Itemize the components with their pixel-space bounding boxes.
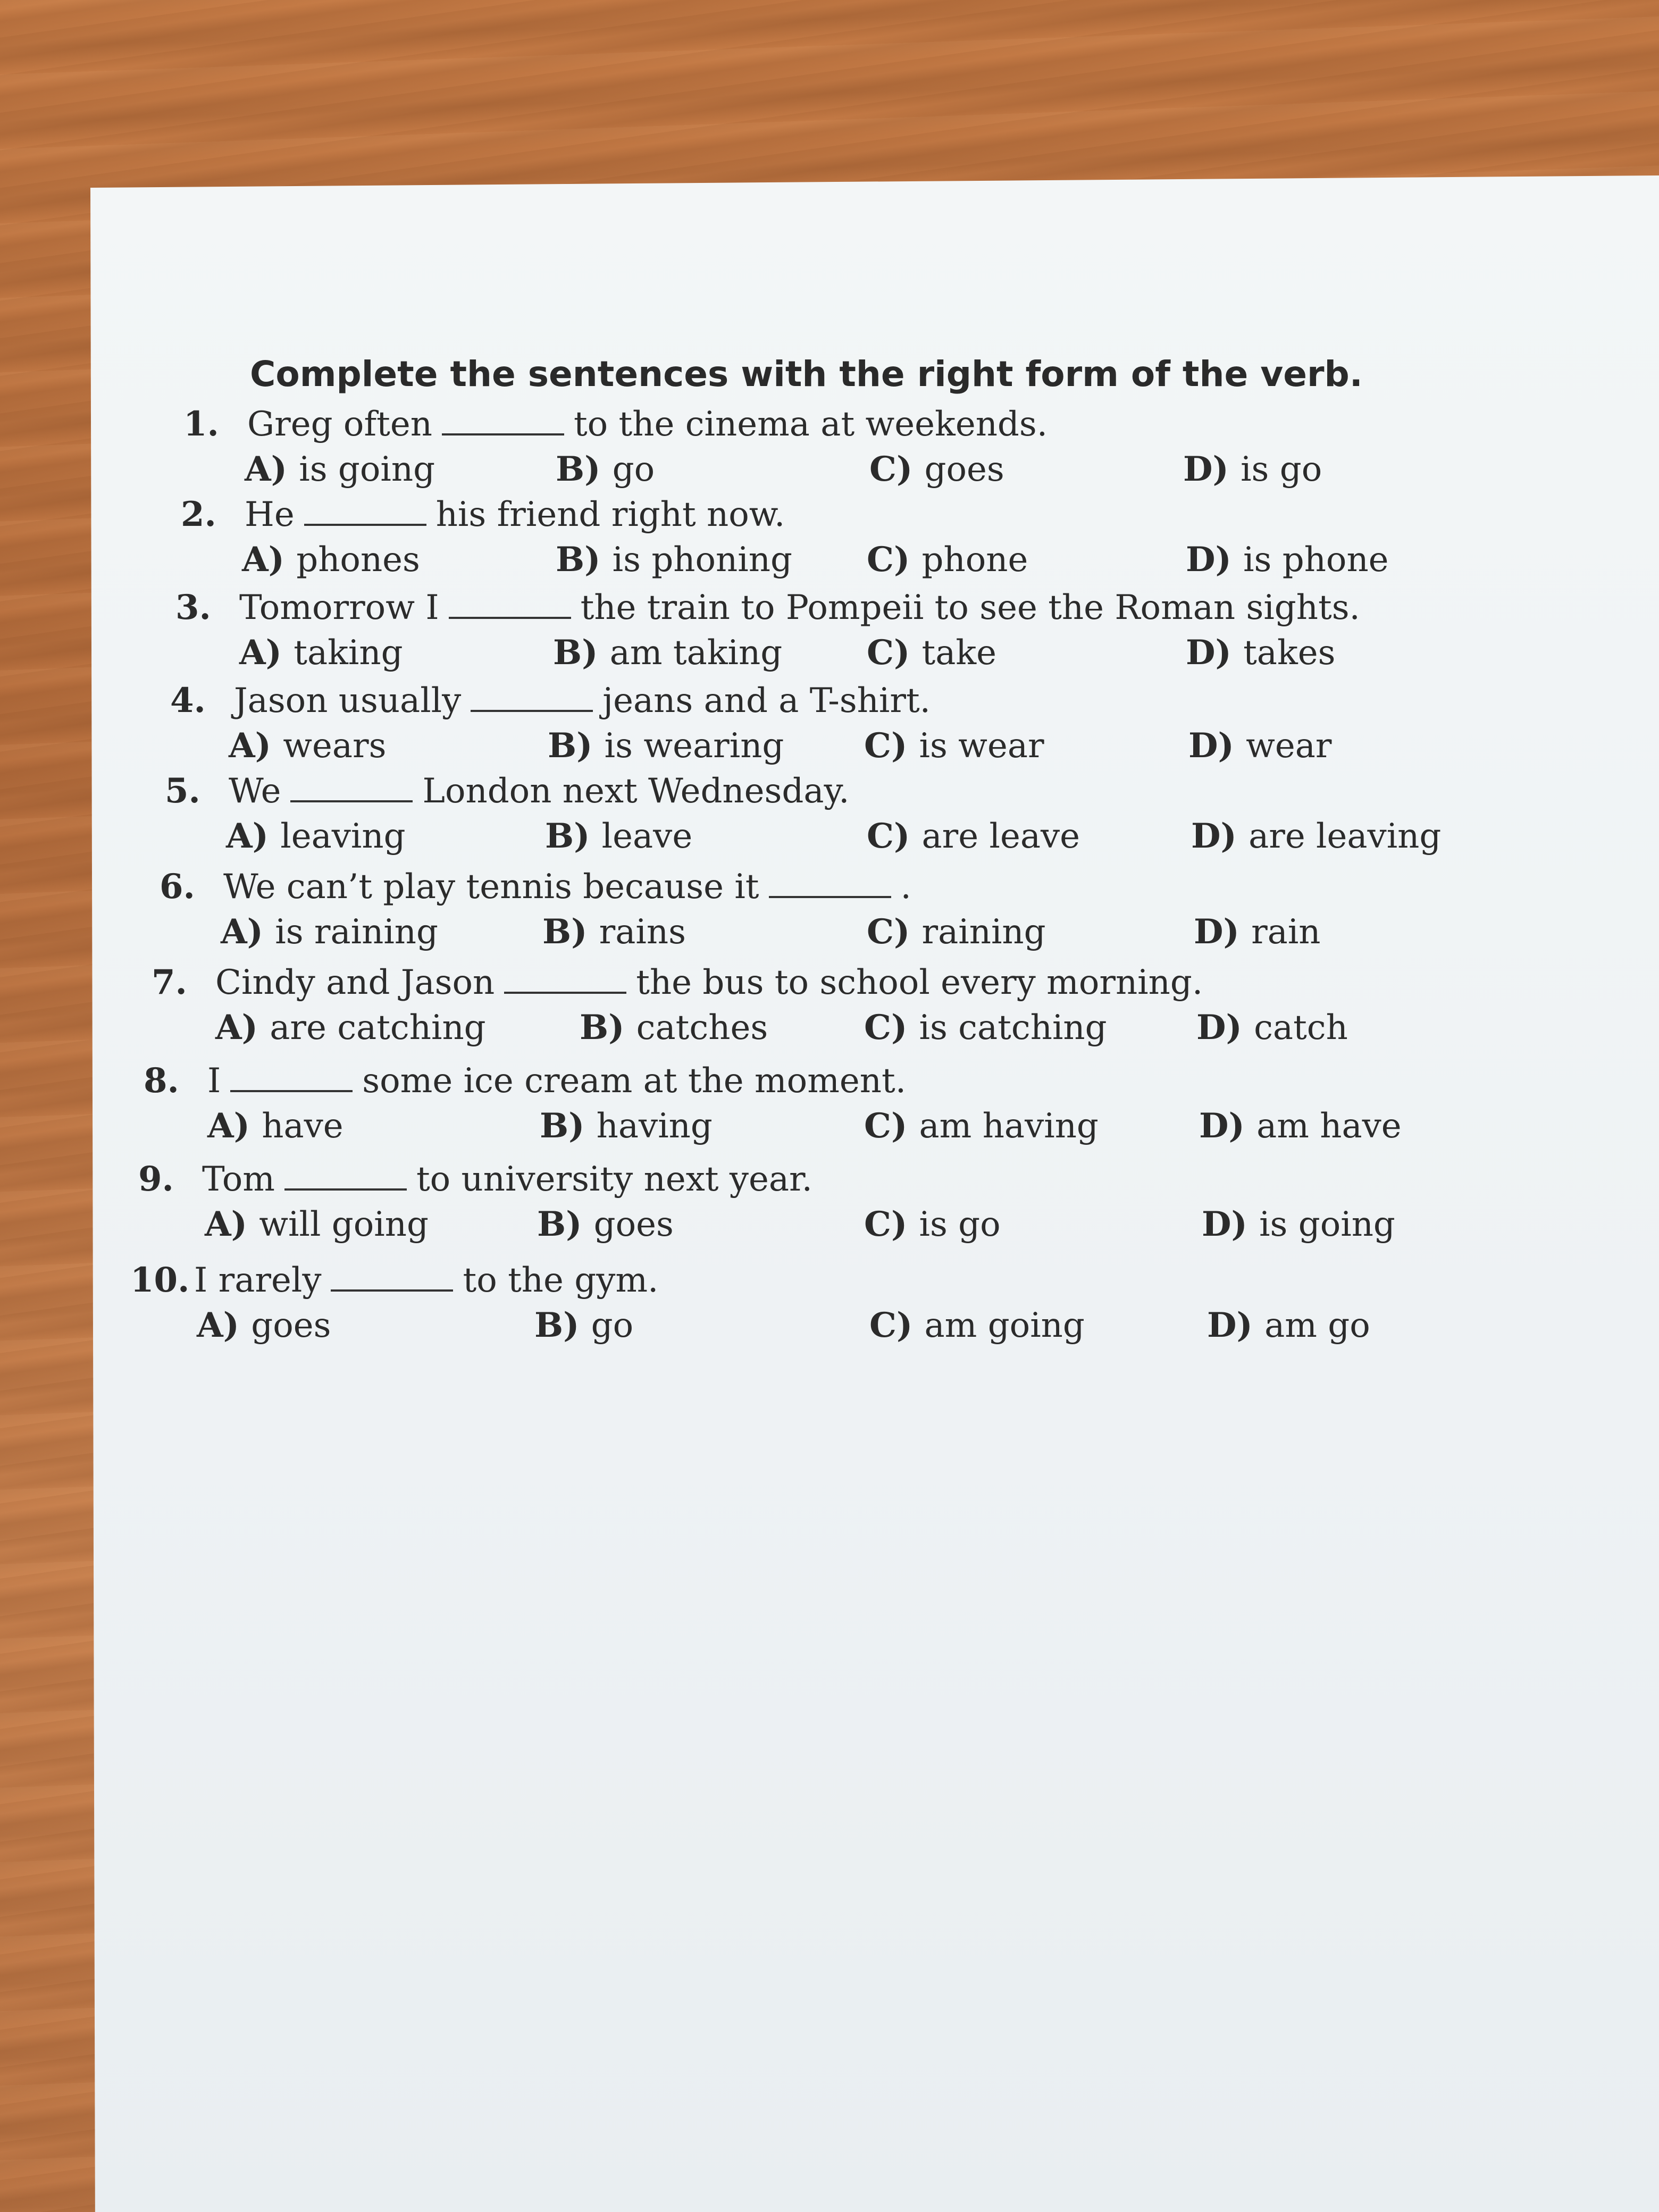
option-text: goes xyxy=(251,1306,331,1345)
option-text: is going xyxy=(1259,1205,1395,1244)
question-2 xyxy=(181,495,785,534)
question-3 xyxy=(175,588,1360,627)
question-8 xyxy=(144,1061,906,1101)
option-text: am go xyxy=(1264,1306,1370,1345)
option-d[interactable] xyxy=(1188,726,1331,766)
question-text-after: to the cinema at weekends. xyxy=(573,405,1048,444)
option-a[interactable] xyxy=(207,1106,343,1146)
option-a[interactable] xyxy=(242,540,420,580)
question-text-before: Jason usually xyxy=(234,681,462,720)
option-letter: B) xyxy=(548,726,605,766)
option-text: take xyxy=(921,633,997,673)
option-d[interactable] xyxy=(1202,1204,1395,1244)
answer-blank[interactable] xyxy=(769,875,891,898)
question-7 xyxy=(152,962,1203,1002)
option-a[interactable] xyxy=(229,726,386,766)
option-letter: B) xyxy=(545,816,602,856)
option-text: is going xyxy=(299,450,435,489)
option-text: am going xyxy=(924,1306,1085,1345)
option-b[interactable] xyxy=(556,449,655,489)
option-b[interactable] xyxy=(537,1204,674,1244)
option-letter: D) xyxy=(1183,449,1241,489)
option-letter: A) xyxy=(229,726,283,766)
question-text-after: London next Wednesday. xyxy=(422,772,850,811)
option-d[interactable] xyxy=(1207,1305,1370,1345)
option-c[interactable] xyxy=(867,633,996,673)
option-text: will going xyxy=(259,1205,429,1244)
option-text: catch xyxy=(1254,1008,1348,1048)
option-a[interactable] xyxy=(245,449,435,489)
question-text-before: I xyxy=(207,1061,221,1101)
option-a[interactable] xyxy=(239,633,403,673)
option-text: leaving xyxy=(280,817,406,856)
option-letter: A) xyxy=(207,1106,262,1146)
option-b[interactable] xyxy=(580,1008,768,1048)
question-number: 9. xyxy=(138,1159,174,1199)
option-letter: A) xyxy=(239,633,294,673)
question-text-after: to the gym. xyxy=(463,1261,659,1300)
option-b[interactable] xyxy=(548,726,784,766)
option-text: takes xyxy=(1243,633,1336,673)
option-letter: D) xyxy=(1186,540,1244,580)
answer-blank[interactable] xyxy=(504,970,626,994)
option-letter: D) xyxy=(1186,633,1244,673)
worksheet-instruction: Complete the sentences with the right form of the verb. xyxy=(250,354,1363,395)
option-b[interactable] xyxy=(545,816,692,856)
option-d[interactable] xyxy=(1191,816,1441,856)
option-text: is wear xyxy=(919,726,1044,766)
option-letter: A) xyxy=(242,540,297,580)
question-1 xyxy=(183,404,1048,444)
option-letter: D) xyxy=(1191,816,1249,856)
question-text-before: Greg often xyxy=(247,405,432,444)
option-letter: B) xyxy=(542,912,599,952)
option-letter: A) xyxy=(215,1008,270,1048)
option-letter: B) xyxy=(553,633,610,673)
option-letter: B) xyxy=(534,1305,591,1345)
question-text-before: He xyxy=(245,495,295,534)
question-5 xyxy=(165,771,849,811)
option-text: phones xyxy=(296,540,420,580)
option-text: go xyxy=(591,1306,634,1345)
option-letter: C) xyxy=(869,449,925,489)
option-d[interactable] xyxy=(1186,633,1335,673)
option-text: is phoning xyxy=(612,540,792,580)
answer-blank[interactable] xyxy=(230,1069,353,1092)
option-text: goes xyxy=(924,450,1004,489)
option-c[interactable] xyxy=(867,540,1028,580)
option-text: is phone xyxy=(1243,540,1389,580)
question-text-before: Tom xyxy=(202,1160,275,1199)
option-c[interactable] xyxy=(867,912,1046,952)
option-a[interactable] xyxy=(205,1204,429,1244)
option-letter: C) xyxy=(867,633,922,673)
option-c[interactable] xyxy=(864,726,1044,766)
option-text: is wearing xyxy=(604,726,784,766)
option-letter: B) xyxy=(556,449,613,489)
option-c[interactable] xyxy=(864,1204,1001,1244)
option-letter: A) xyxy=(205,1204,259,1244)
option-b[interactable] xyxy=(542,912,686,952)
option-text: am taking xyxy=(609,633,783,673)
option-c[interactable] xyxy=(864,1008,1107,1048)
option-text: leave xyxy=(601,817,693,856)
option-letter: D) xyxy=(1196,1008,1254,1048)
option-letter: A) xyxy=(221,912,275,952)
option-letter: C) xyxy=(864,1204,919,1244)
option-d[interactable] xyxy=(1196,1008,1348,1048)
answer-blank[interactable] xyxy=(284,1167,407,1191)
question-4 xyxy=(170,681,931,720)
option-c[interactable] xyxy=(869,449,1004,489)
question-text-after: the bus to school every morning. xyxy=(636,963,1203,1002)
question-6 xyxy=(160,867,911,907)
option-text: having xyxy=(596,1107,713,1146)
option-d[interactable] xyxy=(1194,912,1321,952)
question-text-after: the train to Pompeii to see the Roman sights. xyxy=(580,588,1360,627)
option-text: taking xyxy=(294,633,403,673)
option-a[interactable] xyxy=(221,912,438,952)
option-letter: B) xyxy=(556,540,613,580)
option-letter: D) xyxy=(1194,912,1252,952)
question-number: 2. xyxy=(181,495,216,534)
option-text: wear xyxy=(1246,726,1332,766)
option-text: phone xyxy=(921,540,1028,580)
answer-blank[interactable] xyxy=(442,412,564,435)
option-text: am have xyxy=(1256,1107,1402,1146)
option-text: go xyxy=(612,450,655,489)
option-letter: C) xyxy=(867,816,922,856)
option-text: is catching xyxy=(919,1008,1107,1048)
question-number: 8. xyxy=(144,1061,179,1101)
question-number: 7. xyxy=(152,962,187,1002)
option-letter: D) xyxy=(1202,1204,1260,1244)
option-letter: D) xyxy=(1207,1305,1265,1345)
option-letter: C) xyxy=(869,1305,925,1345)
option-text: are catching xyxy=(270,1008,486,1048)
option-text: catches xyxy=(636,1008,768,1048)
option-letter: C) xyxy=(867,540,922,580)
question-number: 10. xyxy=(130,1260,190,1300)
option-text: is raining xyxy=(275,912,438,952)
option-text: rain xyxy=(1251,912,1321,952)
question-10 xyxy=(130,1260,658,1300)
option-text: is go xyxy=(1241,450,1322,489)
answer-blank[interactable] xyxy=(471,689,593,712)
option-c[interactable] xyxy=(867,816,1080,856)
option-d[interactable] xyxy=(1183,449,1322,489)
option-b[interactable] xyxy=(553,633,782,673)
question-text-before: We xyxy=(229,772,281,811)
option-a[interactable] xyxy=(215,1008,486,1048)
option-a[interactable] xyxy=(226,816,406,856)
option-letter: C) xyxy=(864,726,919,766)
question-number: 5. xyxy=(165,771,200,811)
answer-blank[interactable] xyxy=(331,1268,453,1292)
option-b[interactable] xyxy=(556,540,792,580)
question-number: 4. xyxy=(170,681,206,720)
option-b[interactable] xyxy=(534,1305,633,1345)
option-letter: D) xyxy=(1188,726,1246,766)
option-text: raining xyxy=(921,912,1046,952)
option-c[interactable] xyxy=(864,1106,1099,1146)
option-letter: A) xyxy=(197,1305,252,1345)
question-text-before: Tomorrow I xyxy=(239,588,439,627)
question-text-after: . xyxy=(900,867,911,907)
question-9 xyxy=(138,1159,812,1199)
question-text-after: some ice cream at the moment. xyxy=(362,1061,907,1101)
option-b[interactable] xyxy=(540,1106,713,1146)
answer-blank[interactable] xyxy=(290,779,413,802)
option-text: have xyxy=(262,1107,343,1146)
option-text: are leaving xyxy=(1249,817,1442,856)
question-text-after: jeans and a T-shirt. xyxy=(602,681,931,720)
option-letter: D) xyxy=(1199,1106,1257,1146)
question-text-before: We can’t play tennis because it xyxy=(223,867,759,907)
option-a[interactable] xyxy=(197,1305,331,1345)
option-letter: A) xyxy=(245,449,299,489)
option-letter: B) xyxy=(580,1008,636,1048)
question-text-after: his friend right now. xyxy=(435,495,785,534)
option-d[interactable] xyxy=(1186,540,1389,580)
option-text: is go xyxy=(919,1205,1001,1244)
option-letter: B) xyxy=(540,1106,597,1146)
question-number: 3. xyxy=(175,588,211,627)
question-text-before: I rarely xyxy=(194,1261,322,1300)
answer-blank[interactable] xyxy=(304,502,426,526)
option-text: are leave xyxy=(921,817,1080,856)
option-letter: A) xyxy=(226,816,281,856)
option-text: goes xyxy=(593,1205,674,1244)
option-c[interactable] xyxy=(869,1305,1085,1345)
option-text: rains xyxy=(599,912,686,952)
option-letter: C) xyxy=(864,1008,919,1048)
question-number: 6. xyxy=(160,867,195,907)
option-letter: B) xyxy=(537,1204,594,1244)
answer-blank[interactable] xyxy=(449,596,571,619)
option-letter: C) xyxy=(867,912,922,952)
question-text-after: to university next year. xyxy=(416,1160,812,1199)
option-letter: C) xyxy=(864,1106,919,1146)
question-number: 1. xyxy=(183,404,219,444)
question-text-before: Cindy and Jason xyxy=(215,963,495,1002)
option-text: am having xyxy=(919,1107,1099,1146)
option-text: wears xyxy=(283,726,387,766)
option-d[interactable] xyxy=(1199,1106,1402,1146)
